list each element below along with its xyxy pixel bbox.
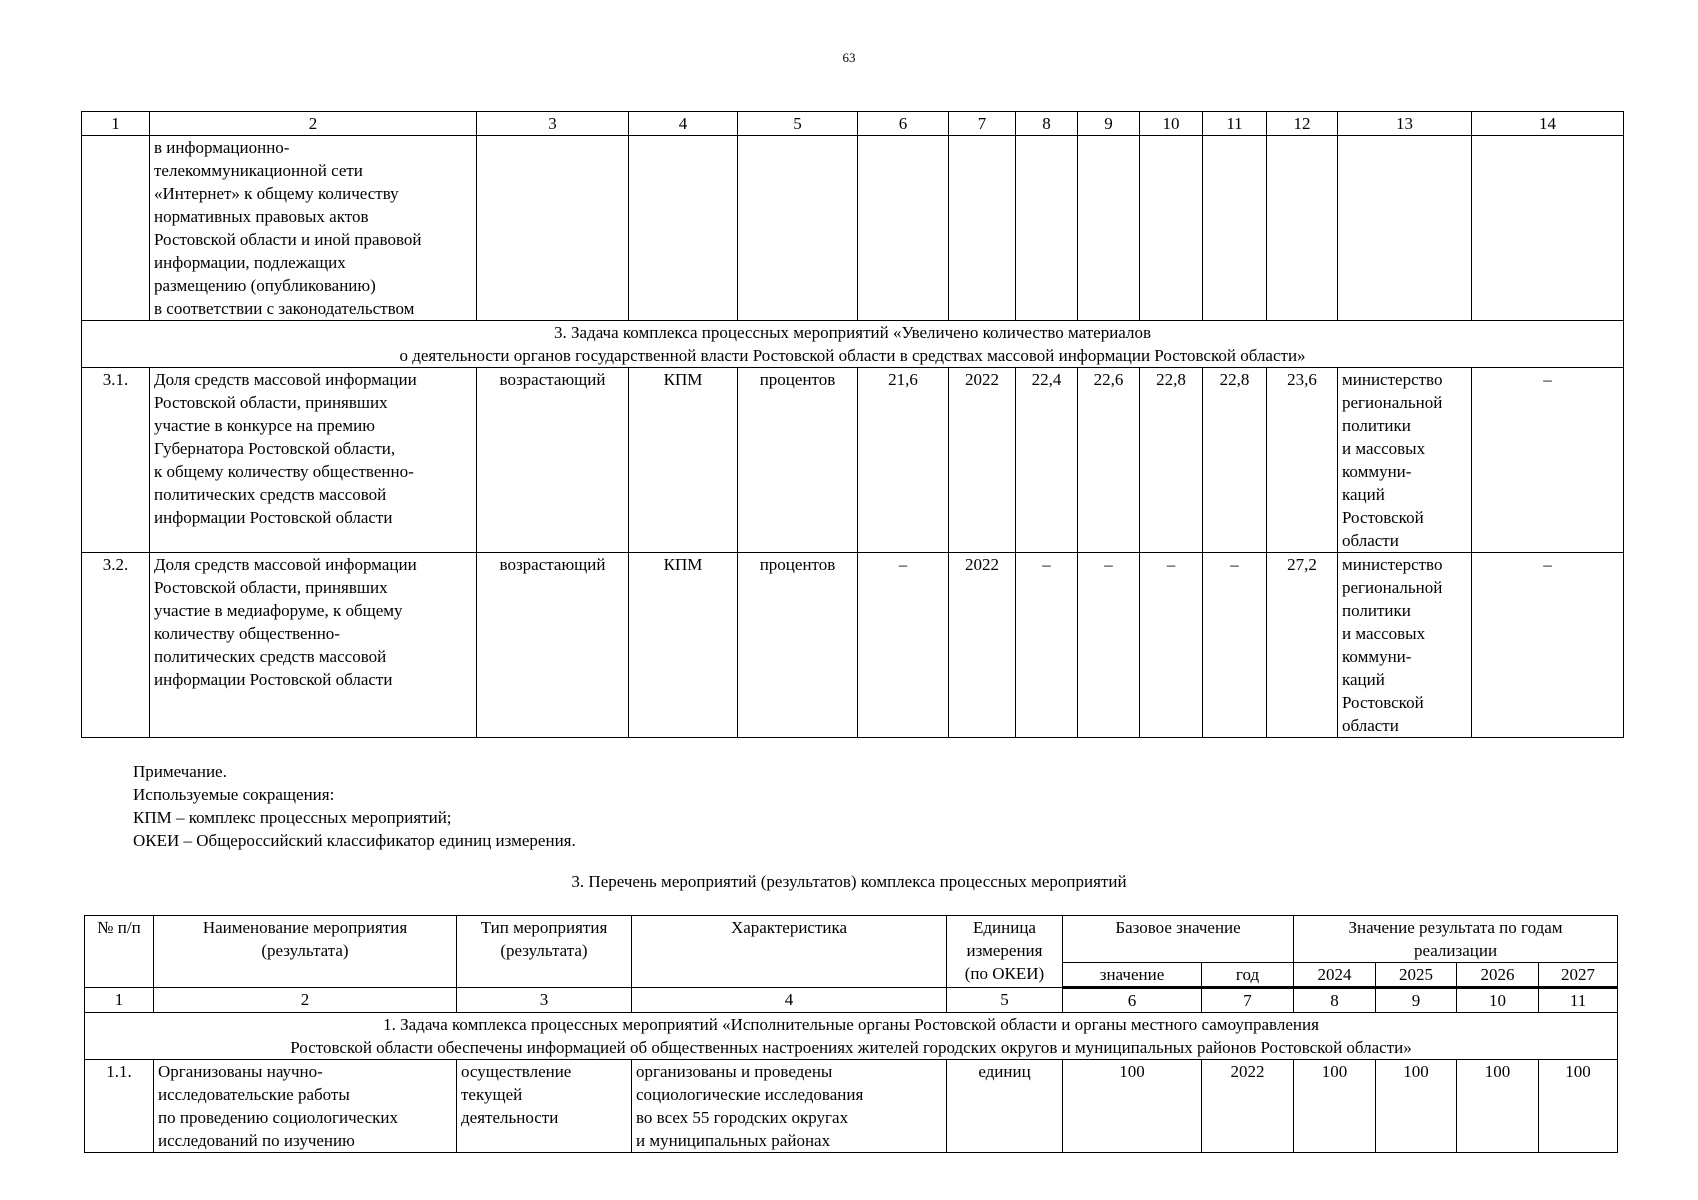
value-2026: 100	[1457, 1060, 1539, 1153]
col-num: 13	[1338, 112, 1472, 136]
responsible: министерство региональной политики и массовых коммуни- каций Ростовской области	[1338, 368, 1472, 553]
col-num: 5	[738, 112, 858, 136]
col-num: 14	[1472, 112, 1624, 136]
col-num: 7	[949, 112, 1016, 136]
unit: процентов	[738, 553, 858, 738]
link: –	[1472, 368, 1624, 553]
col-num: 8	[1016, 112, 1078, 136]
col-num: 8	[1294, 988, 1376, 1013]
col-num: 3	[477, 112, 629, 136]
header-result: Значение результата по годам реализации	[1294, 916, 1618, 963]
col-num: 2	[150, 112, 477, 136]
unit: процентов	[738, 368, 858, 553]
col-num: 3	[457, 988, 632, 1013]
measure-type: осуществление текущей деятельности	[457, 1060, 632, 1153]
measure-characteristic: организованы и проведены социологические исследования во всех 55 городских округах и муниципальных районах	[632, 1060, 947, 1153]
table-row	[82, 136, 1624, 321]
col-num: 7	[1202, 988, 1294, 1013]
col-num: 10	[1140, 112, 1203, 136]
col-num: 4	[632, 988, 947, 1013]
base-value: –	[858, 553, 949, 738]
note-line: КПМ – комплекс процессных мероприятий;	[133, 808, 452, 827]
value: 27,2	[1267, 553, 1338, 738]
value-2027: 100	[1539, 1060, 1618, 1153]
value-2025: 100	[1376, 1060, 1457, 1153]
value: 22,8	[1203, 368, 1267, 553]
value: 22,6	[1078, 368, 1140, 553]
measures-table	[84, 915, 1618, 1153]
base-year: 2022	[1202, 1060, 1294, 1153]
note-block	[133, 760, 576, 852]
header-year: 2025	[1376, 963, 1457, 988]
level: КПМ	[629, 368, 738, 553]
value: 22,4	[1016, 368, 1078, 553]
header-year: 2026	[1457, 963, 1539, 988]
base-value: 100	[1063, 1060, 1202, 1153]
value: –	[1203, 553, 1267, 738]
measure-unit: единиц	[947, 1060, 1063, 1153]
header-unit: Единица измерения (по ОКЕИ)	[947, 916, 1063, 988]
value: –	[1078, 553, 1140, 738]
responsible: министерство региональной политики и массовых коммуни- каций Ростовской области	[1338, 553, 1472, 738]
row-number: 3.1.	[82, 368, 150, 553]
note-line: Используемые сокращения:	[133, 785, 335, 804]
value: 23,6	[1267, 368, 1338, 553]
indicators-table	[81, 111, 1624, 738]
row-number: 1.1.	[85, 1060, 154, 1153]
indicator-name: Доля средств массовой информации Ростовской области, принявших участие в конкурсе на премию Губернатора Ростовской области, к общему количеству общественно- политических средств массовой информации Ростовской области	[150, 368, 477, 553]
header-row	[85, 916, 1618, 963]
header-base-year: год	[1202, 963, 1294, 988]
header-characteristic: Характеристика	[632, 916, 947, 988]
header-base-value: значение	[1063, 963, 1202, 988]
header-type: Тип мероприятия (результата)	[457, 916, 632, 988]
section-row	[82, 321, 1624, 368]
header-base: Базовое значение	[1063, 916, 1294, 963]
value: 22,8	[1140, 368, 1203, 553]
col-num: 1	[85, 988, 154, 1013]
col-num: 9	[1078, 112, 1140, 136]
page-number: 63	[842, 50, 856, 65]
value: –	[1140, 553, 1203, 738]
base-value: 21,6	[858, 368, 949, 553]
col-num: 6	[1063, 988, 1202, 1013]
column-number-row	[85, 988, 1618, 1013]
value-2024: 100	[1294, 1060, 1376, 1153]
base-year: 2022	[949, 368, 1016, 553]
header-num: № п/п	[85, 916, 154, 988]
indicator-name-continued: в информационно- телекоммуникационной сети «Интернет» к общему количеству нормативных правовых актов Ростовской области и иной правовой информации, подлежащих размещению (опубликованию) в соответствии с законодательством	[150, 136, 477, 321]
table-row	[85, 1060, 1618, 1153]
col-num: 9	[1376, 988, 1457, 1013]
col-num: 5	[947, 988, 1063, 1013]
col-num: 11	[1203, 112, 1267, 136]
level: КПМ	[629, 553, 738, 738]
measure-name: Организованы научно- исследовательские работы по проведению социологических исследований по изучению	[154, 1060, 457, 1153]
note-line: ОКЕИ – Общероссийский классификатор единиц измерения.	[133, 831, 576, 850]
task-1-title: 1. Задача комплекса процессных мероприятий «Исполнительные органы Ростовской области и органы местного самоуправления Ростовской области обеспечены информацией об общественных настроениях жителей городских округов и муниципальных районов Ростовской области»	[85, 1013, 1618, 1060]
header-year: 2024	[1294, 963, 1376, 988]
trend: возрастающий	[477, 553, 629, 738]
table-row	[82, 368, 1624, 553]
table-row	[82, 553, 1624, 738]
row-number: 3.2.	[82, 553, 150, 738]
base-year: 2022	[949, 553, 1016, 738]
link: –	[1472, 553, 1624, 738]
col-num: 10	[1457, 988, 1539, 1013]
indicator-name: Доля средств массовой информации Ростовской области, принявших участие в медиафоруме, к общему количеству общественно- политических средств массовой информации Ростовской области	[150, 553, 477, 738]
column-number-row	[82, 112, 1624, 136]
col-num: 2	[154, 988, 457, 1013]
col-num: 4	[629, 112, 738, 136]
col-num: 12	[1267, 112, 1338, 136]
col-num: 6	[858, 112, 949, 136]
header-year: 2027	[1539, 963, 1618, 988]
value: –	[1016, 553, 1078, 738]
section-row	[85, 1013, 1618, 1060]
header-name: Наименование мероприятия (результата)	[154, 916, 457, 988]
col-num: 11	[1539, 988, 1618, 1013]
trend: возрастающий	[477, 368, 629, 553]
note-title: Примечание.	[133, 762, 227, 781]
col-num: 1	[82, 112, 150, 136]
section-title: 3. Перечень мероприятий (результатов) комплекса процессных мероприятий	[571, 872, 1127, 891]
section-3-title: 3. Задача комплекса процессных мероприятий «Увеличено количество материалов о деятельности органов государственной власти Ростовской области в средствах массовой информации Ростовской области»	[82, 321, 1624, 368]
